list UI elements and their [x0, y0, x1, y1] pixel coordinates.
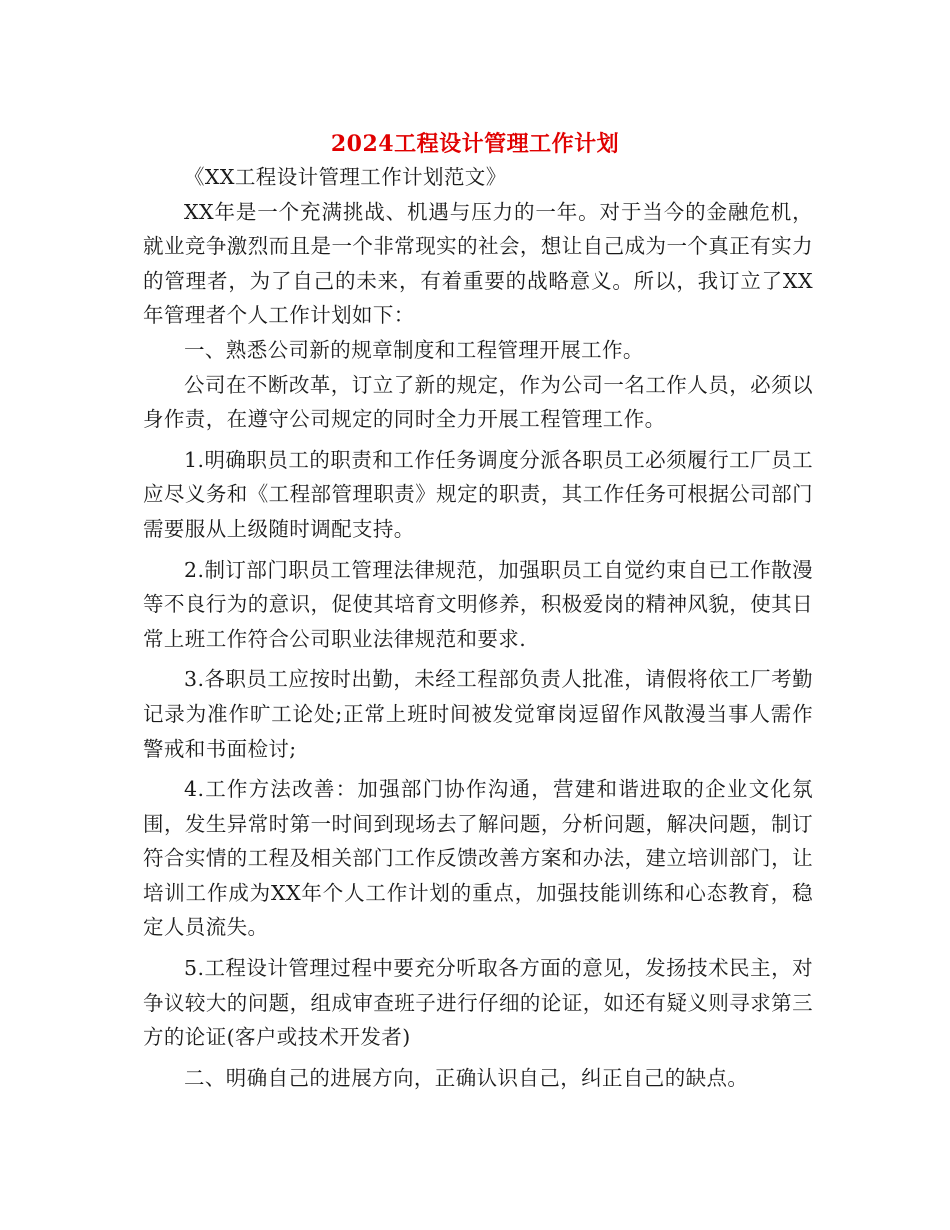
- paragraph-intro: XX年是一个充满挑战、机遇与压力的一年。对于当今的金融危机，就业竞争激烈而且是一个非常现实的社会，想让自己成为一个真正有实力的管理者，为了自己的未来，有着重要的战略意义。所以，我订立了XX年管理者个人工作计划如下：: [143, 199, 813, 328]
- list-item-2: 2.制订部门职员工管理法律规范，加强职员工自觉约束自已工作散漫等不良行为的意识，促使其培育文明修养，积极爱岗的精神风貌，使其日常上班工作符合公司职业法律规范和要求.: [143, 557, 813, 651]
- list-item-5: 5.工程设计管理过程中要充分听取各方面的意见，发扬技术民主，对争议较大的问题，组成审查班子进行仔细的论证，如还有疑义则寻求第三方的论证(客户或技术开发者): [143, 956, 813, 1050]
- list-item-3: 3.各职员工应按时出勤，未经工程部负责人批准，请假将依工厂考勤记录为准作旷工论处;正常上班时间被发觉窜岗逗留作风散漫当事人需作警戒和书面检讨;: [143, 667, 813, 761]
- list-item-1: 1.明确职员工的职责和工作任务调度分派各职员工必须履行工厂员工应尽义务和《工程部管理职责》规定的职责，其工作任务可根据公司部门需要服从上级随时调配支持。: [143, 447, 813, 541]
- section-heading-2: 二、明确自己的进展方向，正确认识自己，纠正自己的缺点。: [184, 1065, 749, 1090]
- section-heading-1: 一、熟悉公司新的规章制度和工程管理开展工作。: [184, 337, 644, 362]
- document-body: [143, 160, 813, 1095]
- paragraph: 公司在不断改革，订立了新的规定，作为公司一名工作人员，必须以身作责，在遵守公司规定的同时全力开展工程管理工作。: [143, 372, 813, 432]
- paragraph-subtitle: 《XX工程设计管理工作计划范文》: [184, 165, 507, 189]
- list-item-4: 4.工作方法改善：加强部门协作沟通，营建和谐进取的企业文化氛围，发生异常时第一时间到现场去了解问题，分析问题，解决问题，制订符合实情的工程及相关部门工作反馈改善方案和办法，建立培训部门，让培训工作成为XX年个人工作计划的重点，加强技能训练和心态教育，稳定人员流失。: [143, 777, 813, 940]
- document-title: 2024工程设计管理工作计划: [330, 130, 620, 157]
